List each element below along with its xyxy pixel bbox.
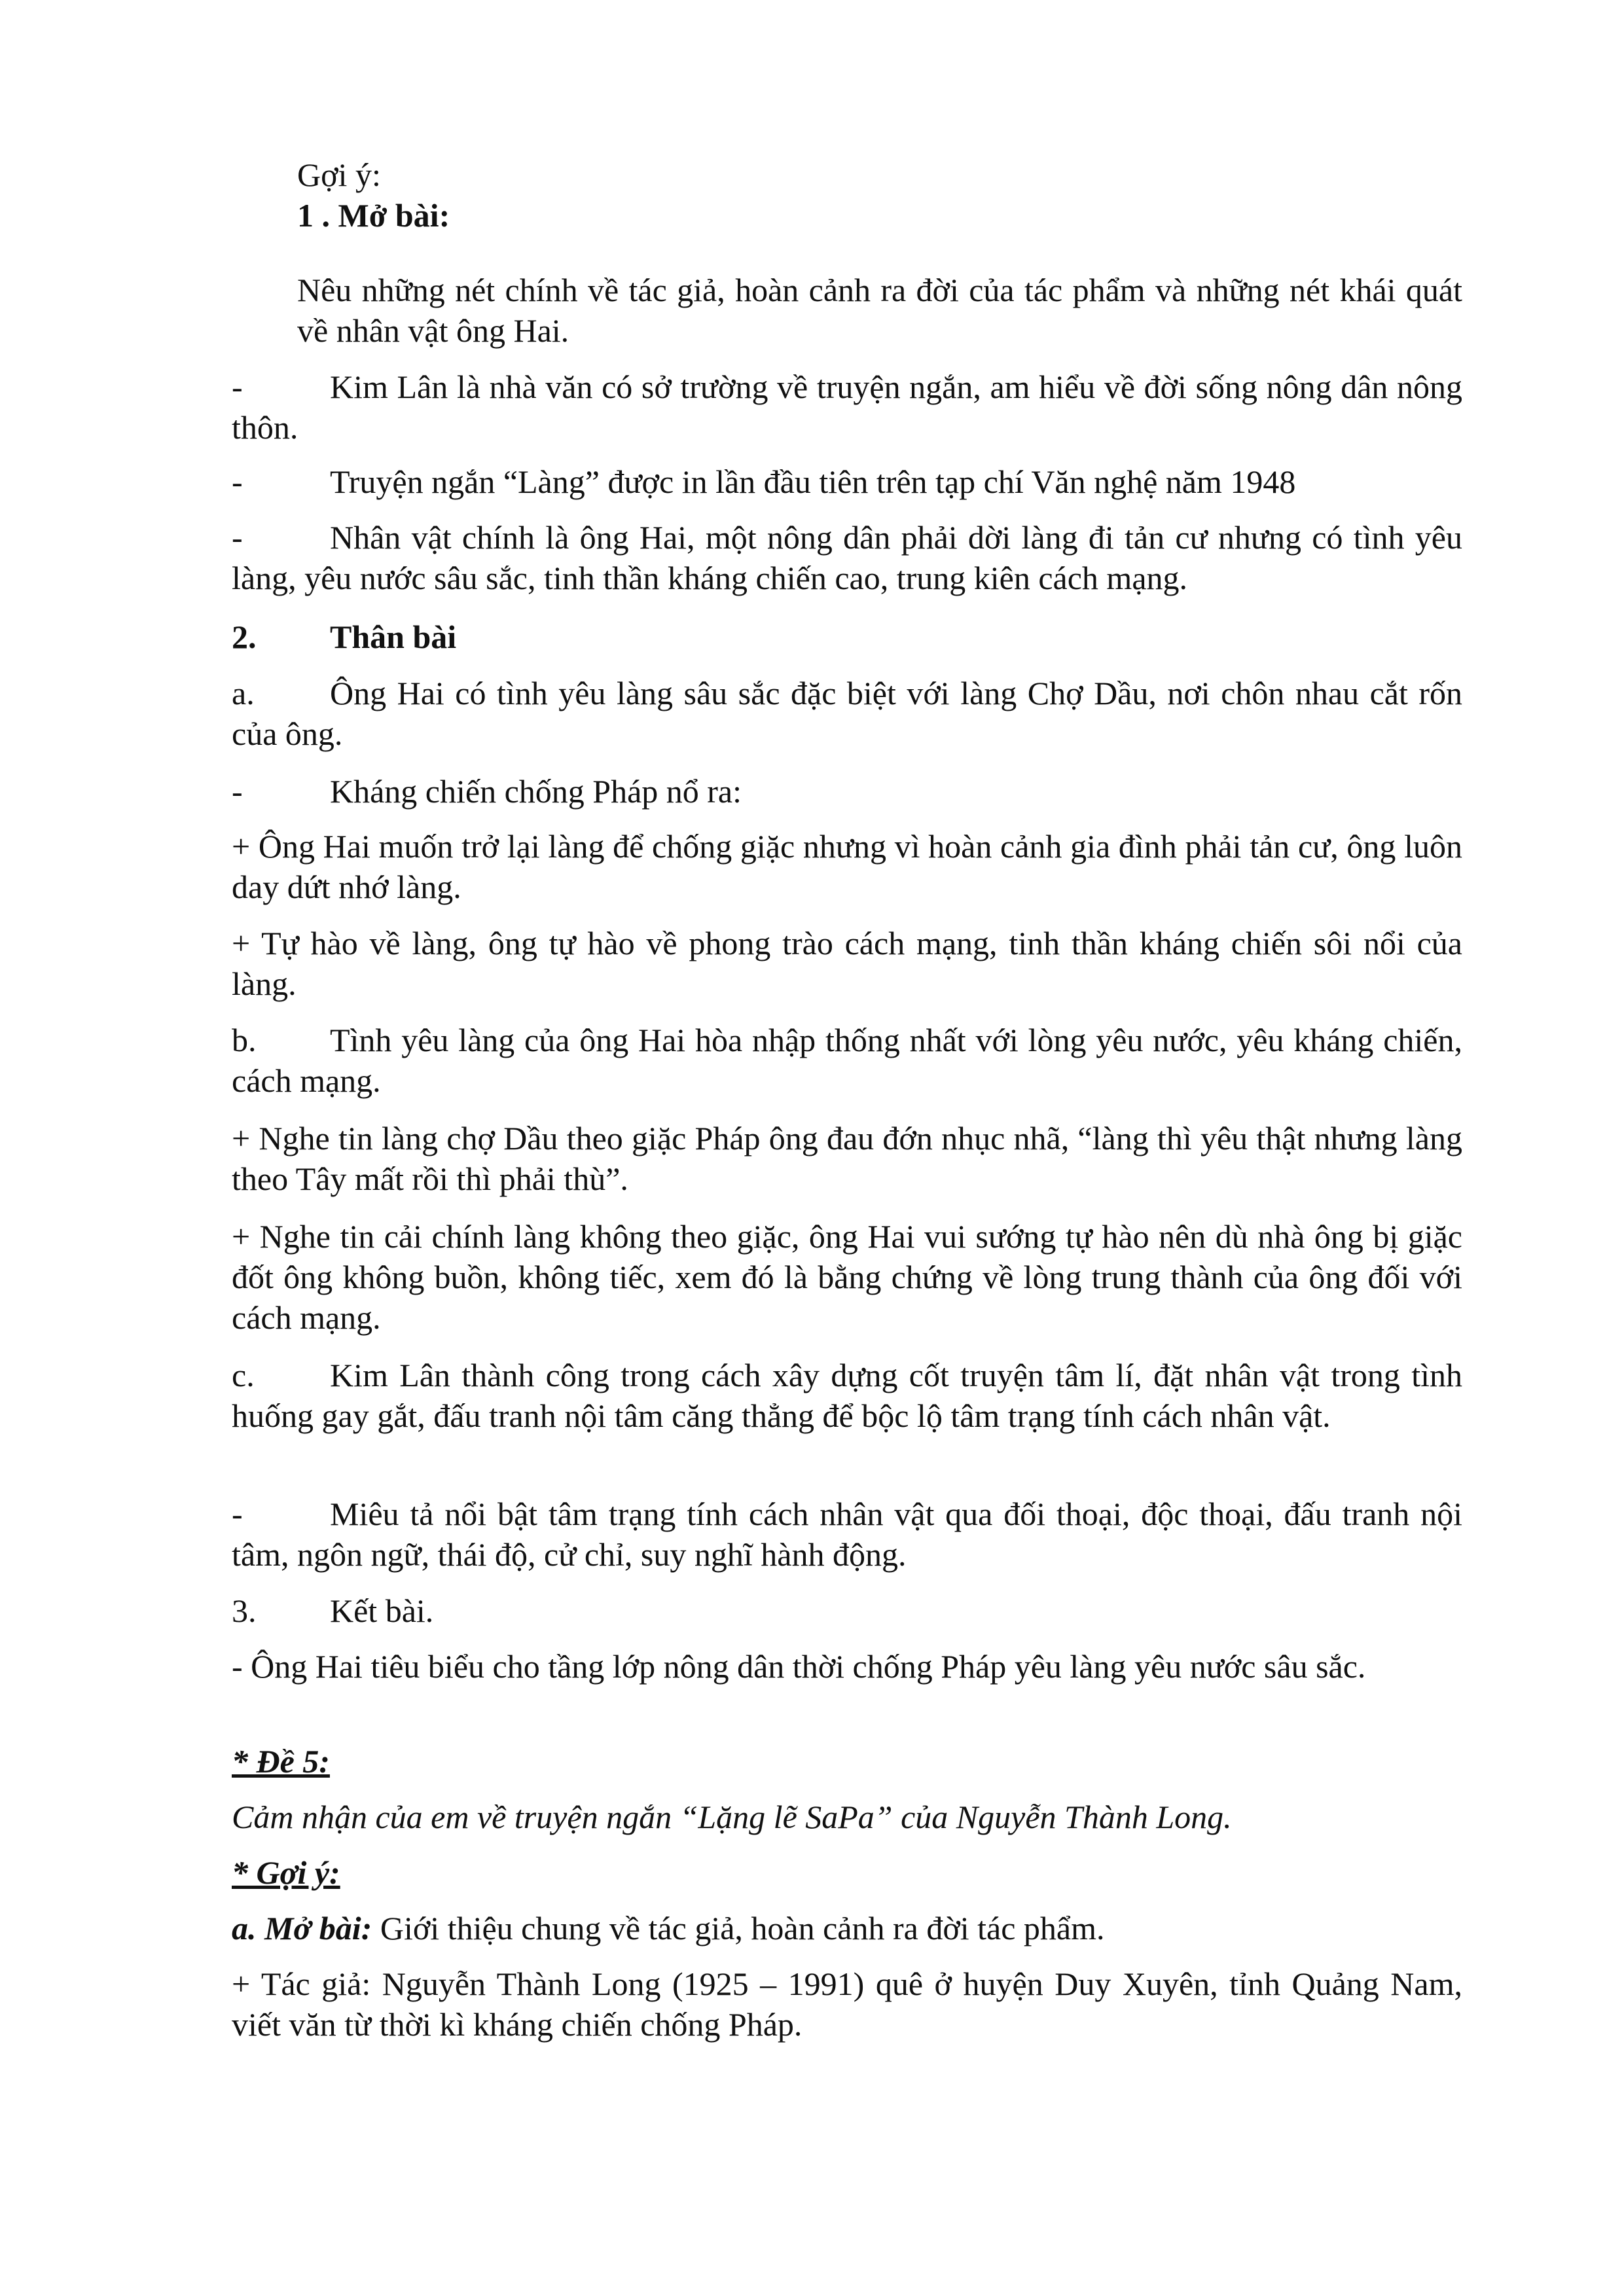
plus-4: + Nghe tin cải chính làng không theo giặc, ông Hai vui sướng tự hào nên dù nhà ông bị giặc đốt ông không buồn, không tiếc, xem đó là bằng chứng về lòng trung thành của ông đối với cách mạng. xyxy=(232,1218,1462,1336)
mieu-ta-text: Miêu tả nổi bật tâm trạng tính cách nhân vật qua đối thoại, độc thoại, đấu tranh nội tâm, ngôn ngữ, thái độ, cử chỉ, suy nghĩ hành động. xyxy=(232,1496,1462,1573)
khang-chien xyxy=(232,771,1462,812)
dash-marker: - xyxy=(232,463,243,500)
dash-marker: - xyxy=(232,368,243,405)
mo-bai-heading: 1 . Mở bài: xyxy=(297,197,450,234)
mo-bai-2-text: Giới thiệu chung về tác giả, hoàn cảnh ra đời tác phẩm. xyxy=(372,1910,1105,1946)
mo-bai-text: Nêu những nét chính về tác giả, hoàn cảnh ra đời của tác phẩm và những nét khái quát về nhân vật ông Hai. xyxy=(297,272,1462,349)
mieu-ta xyxy=(232,1494,1462,1575)
item-nhan-vat-text: Nhân vật chính là ông Hai, một nông dân phải dời làng đi tản cư nhưng có tình yêu làng, yêu nước sâu sắc, tinh thần kháng chiến cao, trung kiên cách mạng. xyxy=(232,519,1462,596)
than-bai-heading xyxy=(232,617,1462,657)
mo-bai-2-label: a. Mở bài: xyxy=(232,1910,372,1946)
ket-bai-text: - Ông Hai tiêu biểu cho tầng lớp nông dân thời chống Pháp yêu làng yêu nước sâu sắc. xyxy=(232,1648,1366,1685)
de5-heading: * Đề 5: xyxy=(232,1743,330,1780)
item-truyen-text: Truyện ngắn “Làng” được in lần đầu tiên trên tạp chí Văn nghệ năm 1948 xyxy=(330,463,1296,500)
goi-y-heading: * Gợi ý: xyxy=(232,1854,340,1891)
de5-prompt: Cảm nhận của em về truyện ngắn “Lặng lẽ SaPa” của Nguyễn Thành Long. xyxy=(232,1799,1232,1835)
dash-marker: - xyxy=(232,773,243,810)
section-c xyxy=(232,1355,1462,1436)
than-bai-title: Thân bài xyxy=(330,619,457,655)
item-kim-lan xyxy=(232,367,1462,448)
dash-marker: - xyxy=(232,1496,243,1532)
c-label: c. xyxy=(232,1357,255,1393)
b-label: b. xyxy=(232,1022,257,1058)
tac-gia: + Tác giả: Nguyễn Thành Long (1925 – 1991) quê ở huyện Duy Xuyên, tỉnh Quảng Nam, viết văn từ thời kì kháng chiến chống Pháp. xyxy=(232,1965,1462,2043)
ket-bai-num: 3. xyxy=(232,1592,257,1629)
section-b xyxy=(232,1020,1462,1101)
ket-bai-title: Kết bài. xyxy=(330,1592,434,1629)
c-text: Kim Lân thành công trong cách xây dựng cốt truyện tâm lí, đặt nhân vật trong tình huống gay gắt, đấu tranh nội tâm căng thẳng để bộc lộ tâm trạng tính cách nhân vật. xyxy=(232,1357,1462,1434)
goi-y-label: Gợi ý: xyxy=(297,156,381,193)
than-bai-num: 2. xyxy=(232,619,257,655)
khang-chien-text: Kháng chiến chống Pháp nổ ra: xyxy=(330,773,742,810)
item-kim-lan-text: Kim Lân là nhà văn có sở trường về truyện ngắn, am hiểu về đời sống nông dân nông thôn. xyxy=(232,368,1462,446)
b-text: Tình yêu làng của ông Hai hòa nhập thống nhất với lòng yêu nước, yêu kháng chiến, cách mạng. xyxy=(232,1022,1462,1099)
section-a xyxy=(232,673,1462,754)
item-nhan-vat xyxy=(232,517,1462,598)
a-text: Ông Hai có tình yêu làng sâu sắc đặc biệt với làng Chợ Dầu, nơi chôn nhau cắt rốn của ông. xyxy=(232,675,1462,752)
plus-3: + Nghe tin làng chợ Dầu theo giặc Pháp ông đau đớn nhục nhã, “làng thì yêu thật nhưng làng theo Tây mất rồi thì phải thù”. xyxy=(232,1120,1462,1197)
item-truyen xyxy=(232,461,1462,502)
mo-bai-2 xyxy=(232,1908,1462,1948)
ket-bai-heading xyxy=(232,1590,1462,1631)
plus-2: + Tự hào về làng, ông tự hào về phong trào cách mạng, tinh thần kháng chiến sôi nổi của làng. xyxy=(232,925,1462,1002)
plus-1: + Ông Hai muốn trở lại làng để chống giặc nhưng vì hoàn cảnh gia đình phải tản cư, ông luôn day dứt nhớ làng. xyxy=(232,828,1462,905)
a-label: a. xyxy=(232,675,255,711)
dash-marker: - xyxy=(232,519,243,556)
